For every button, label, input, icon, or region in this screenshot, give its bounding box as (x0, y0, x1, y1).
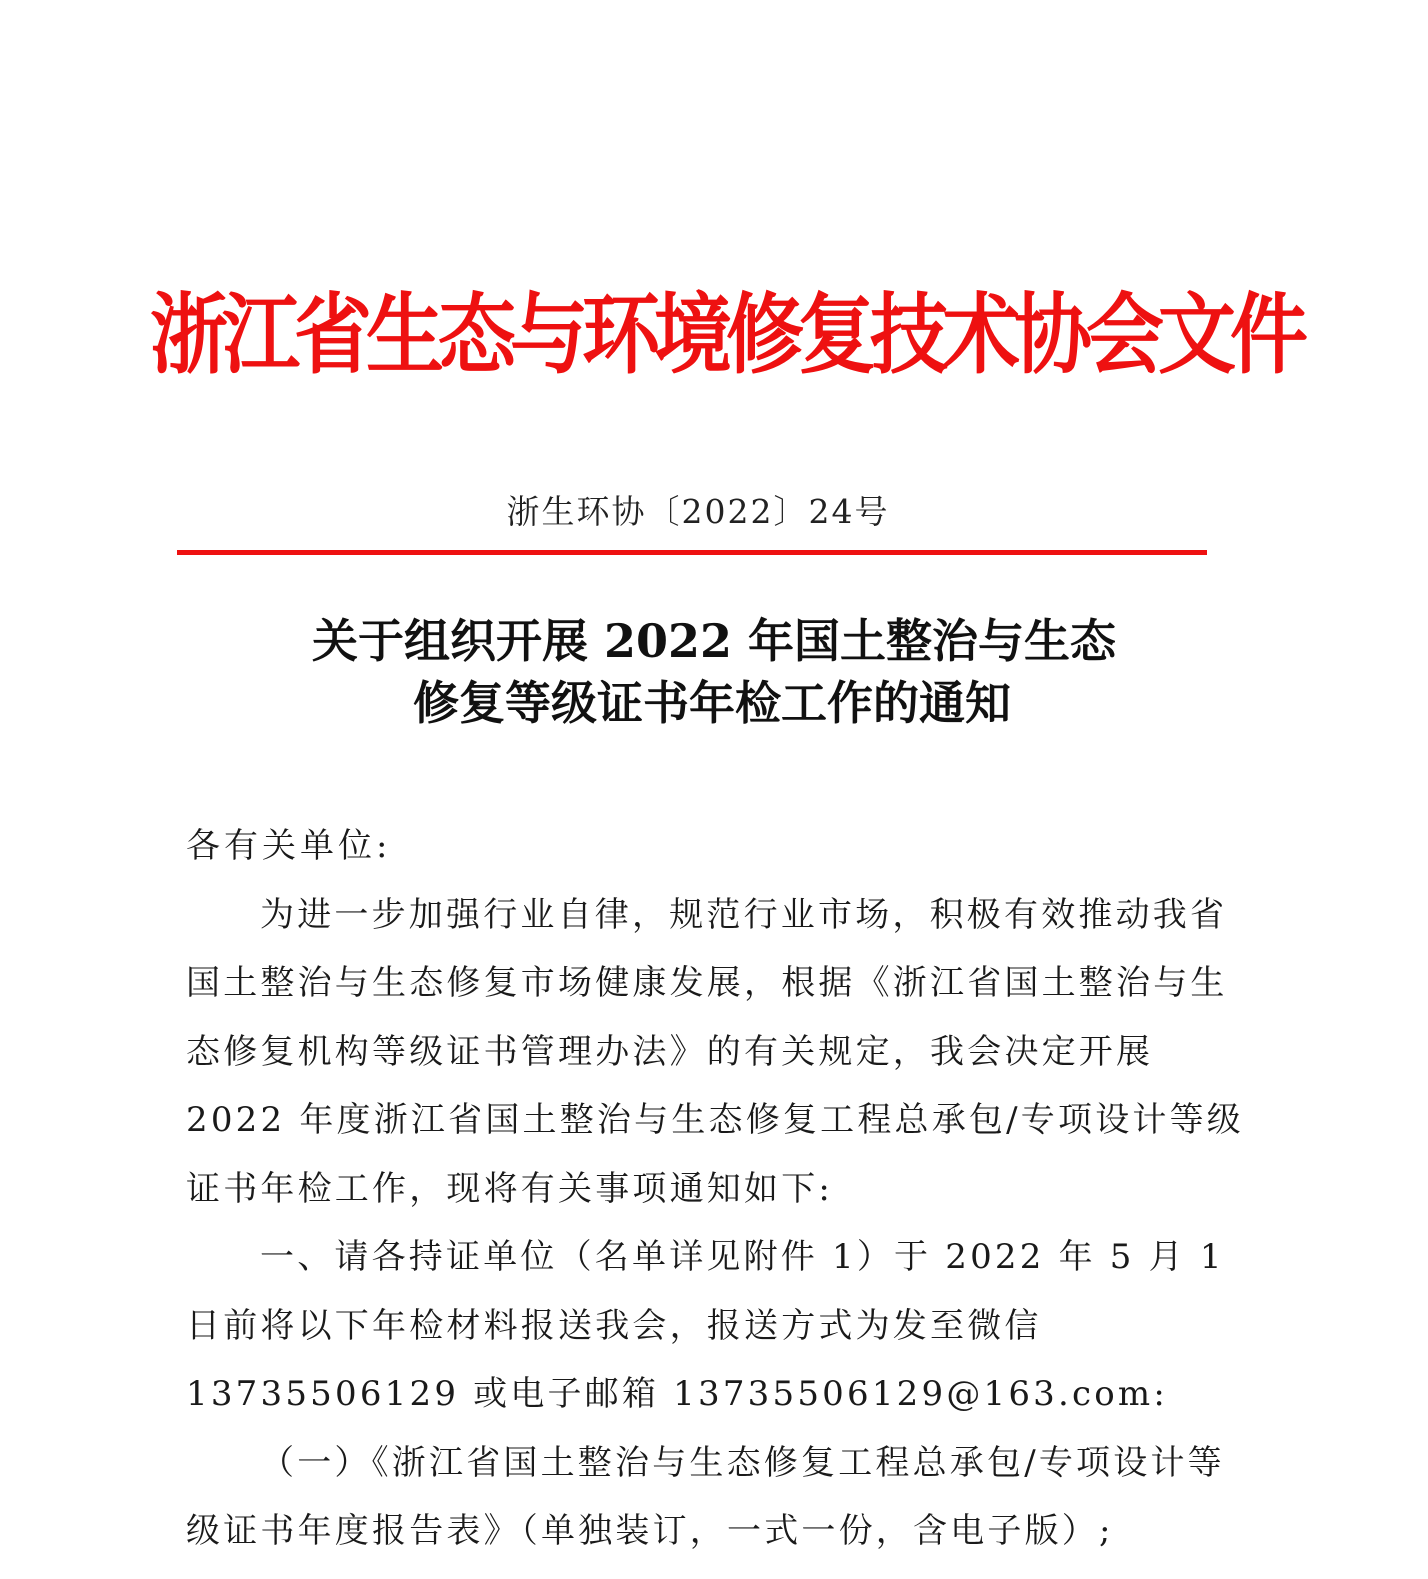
body-paragraph-item-1: 一、请各持证单位（名单详见附件 1）于 2022 年 5 月 1 日前将以下年检材料报送我会，报送方式为发至微信 13735506129 或电子邮箱 13735506129@163.com: (186, 1237, 1225, 1414)
notice-title-line-2: 修复等级证书年检工作的通知 (413, 676, 1011, 730)
body-paragraph-intro: 为进一步加强行业自律，规范行业市场，积极有效推动我省国土整治与生态修复市场健康发展，根据《浙江省国土整治与生态修复机构等级证书管理办法》的有关规定，我会决定开展 2022 年度浙江省国土整治与生态修复工程总承包/专项设计等级证书年检工作，现将有关事项通知如下: (186, 894, 1244, 1209)
issuing-organization-title: 浙江省生态与环境修复技术协会文件 (150, 285, 1303, 387)
notice-title (0, 610, 1428, 734)
notice-body (186, 812, 1248, 1566)
notice-title-line-1: 关于组织开展 2022 年国土整治与生态 (311, 614, 1117, 668)
salutation: 各有关单位: (186, 826, 392, 866)
body-paragraph-subitem-1: （一）《浙江省国土整治与生态修复工程总承包/专项设计等级证书年度报告表》（单独装订，一式一份，含电子版）; (186, 1442, 1225, 1551)
red-divider-rule (177, 550, 1207, 555)
document-number: 浙生环协〔2022〕24号 (506, 492, 890, 531)
